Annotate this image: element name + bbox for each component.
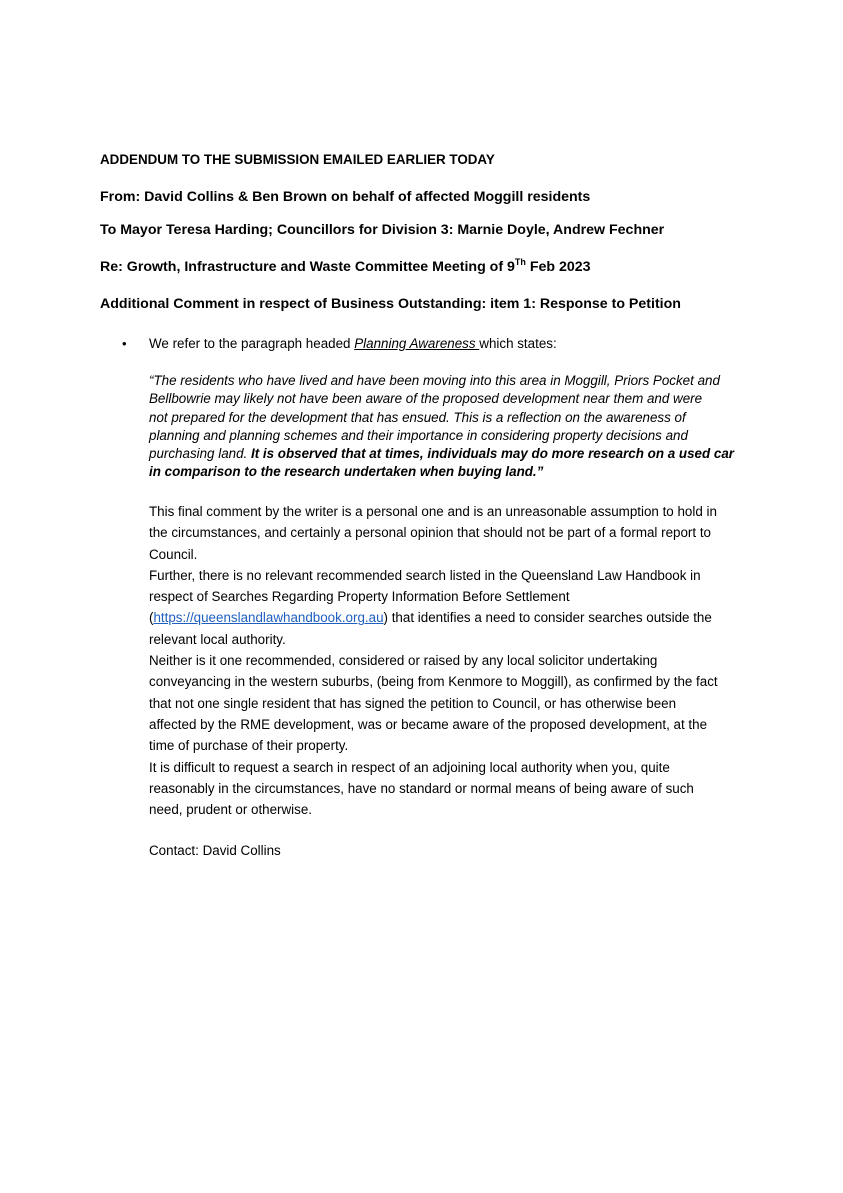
addendum-heading: ADDENDUM TO THE SUBMISSION EMAILED EARLIER TODAY xyxy=(100,152,495,167)
body-line: affected by the RME development, was or became aware of the proposed development, at the xyxy=(149,716,708,732)
contact-line: Contact: David Collins xyxy=(149,843,281,858)
bullet-prefix: We refer to the paragraph headed xyxy=(149,336,355,351)
handbook-link[interactable]: https://queenslandlawhandbook.org.au xyxy=(153,610,384,626)
body-line: the circumstances, and certainly a personal opinion that should not be part of a formal report to xyxy=(149,525,711,541)
quote-bold-text: It is observed that at times, individuals may do more research on a used car xyxy=(251,446,734,462)
to-line: To Mayor Teresa Harding; Councillors for Division 3: Marnie Doyle, Andrew Fechner xyxy=(100,222,665,238)
response-body xyxy=(149,501,759,820)
bullet-text xyxy=(149,335,557,353)
re-suffix: Feb 2023 xyxy=(525,259,591,275)
quote-line: planning and planning schemes and their importance in considering property decisions and xyxy=(149,427,688,443)
body-line: time of purchase of their property. xyxy=(149,738,349,754)
re-line xyxy=(100,258,591,276)
body-line: Further, there is no relevant recommended search listed in the Queensland Law Handbook in xyxy=(149,567,701,583)
additional-comment-heading: Additional Comment in respect of Business Outstanding: item 1: Response to Petition xyxy=(100,296,681,312)
body-line: Neither is it one recommended, considered or raised by any local solicitor undertaking xyxy=(149,653,658,669)
body-line: It is difficult to request a search in respect of an adjoining local authority when you, quite xyxy=(149,759,670,775)
body-line: respect of Searches Regarding Property Information Before Settlement xyxy=(149,589,570,605)
quote-line: not prepared for the development that has ensued. This is a reflection on the awareness of xyxy=(149,409,686,425)
body-line: This final comment by the writer is a personal one and is an unreasonable assumption to hold in xyxy=(149,504,717,519)
bullet-icon: • xyxy=(122,336,127,351)
quote-bold-text: in comparison to the research undertaken when buying land.” xyxy=(149,464,544,480)
quoted-paragraph xyxy=(149,372,749,482)
planning-awareness-reference: Planning Awareness xyxy=(354,336,480,351)
body-line xyxy=(149,607,759,628)
re-prefix: Re: Growth, Infrastructure and Waste Committee Meeting of 9 xyxy=(100,259,515,275)
bullet-suffix: which states: xyxy=(479,336,557,351)
body-line: relevant local authority. xyxy=(149,631,286,647)
quote-plain-text: purchasing land. xyxy=(149,446,251,462)
quote-line xyxy=(149,445,749,463)
paren-open: ( xyxy=(149,610,154,626)
link-trailing-text: ) that identifies a need to consider searches outside the xyxy=(383,610,712,626)
re-superscript: Th xyxy=(514,257,526,267)
body-line: need, prudent or otherwise. xyxy=(149,802,313,818)
body-line: reasonably in the circumstances, have no standard or normal means of being aware of such xyxy=(149,780,694,796)
body-line: conveyancing in the western suburbs, (being from Kenmore to Moggill), as confirmed by the fact xyxy=(149,674,718,690)
from-line: From: David Collins & Ben Brown on behalf of affected Moggill residents xyxy=(100,189,591,205)
quote-line: Bellbowrie may likely not have been aware of the proposed development near them and were xyxy=(149,391,703,407)
quote-line: “The residents who have lived and have been moving into this area in Moggill, Priors Pocket and xyxy=(149,373,720,388)
body-line: Council. xyxy=(149,546,198,562)
quote-line xyxy=(149,463,749,481)
body-line: that not one single resident that has signed the petition to Council, or has otherwise been xyxy=(149,695,677,711)
